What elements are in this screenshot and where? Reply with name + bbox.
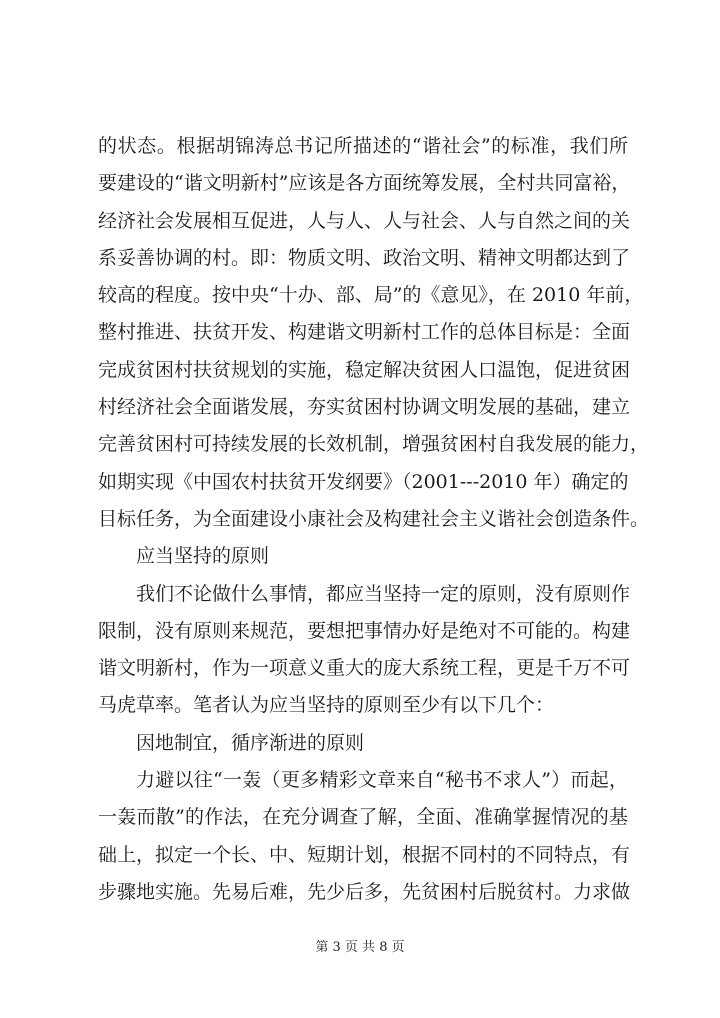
body-text (98, 128, 650, 911)
text-line-15: 谐文明新村，作为一项意义重大的庞大系统工程，更是千万不可 (98, 657, 631, 680)
text-line-18: 力避以往“一轰（更多精彩文章来自“秘书不求人”）而起， (136, 769, 628, 792)
text-line-19: 一轰而散”的作法，在充分调查了解，全面、准确掌握情况的基 (98, 806, 628, 829)
text-line-2: 要建设的“谐文明新村”应该是各方面统筹发展，全村共同富裕， (98, 172, 631, 195)
page-footer: 第 3 页 共 8 页 (315, 940, 405, 955)
text-line-16: 马虎草率。笔者认为应当坚持的原则至少有以下几个： (98, 694, 555, 717)
section-heading-local-conditions: 因地制宜，循序渐进的原则 (136, 731, 365, 754)
text-line-14: 限制，没有原则来规范，要想把事情办好是绝对不可能的。构建 (98, 619, 631, 642)
text-line-21: 步骤地实施。先易后难，先少后多，先贫困村后脱贫村。力求做 (98, 880, 631, 903)
text-line-7: 完成贫困村扶贫规划的实施，稳定解决贫困人口温饱，促进贫困 (98, 358, 631, 381)
text-line-10: 如期实现《中国农村扶贫开发纲要》（2001---2010 年）确定的 (98, 470, 629, 493)
text-line-5: 较高的程度。按中央“十办、部、局”的《意见》，在 2010 年前， (98, 284, 644, 307)
text-line-13: 我们不论做什么事情，都应当坚持一定的原则，没有原则作 (136, 582, 631, 605)
text-line-4: 系妥善协调的村。即：物质文明、政治文明、精神文明都达到了 (98, 246, 631, 269)
text-line-1: 的状态。根据胡锦涛总书记所描述的“谐社会”的标准，我们所 (98, 135, 628, 157)
text-line-9: 完善贫困村可持续发展的长效机制，增强贫困村自我发展的能力， (98, 433, 650, 456)
text-line-6: 整村推进、扶贫开发、构建谐文明新村工作的总体目标是：全面 (98, 321, 631, 344)
text-line-20: 础上，拟定一个长、中、短期计划，根据不同村的不同特点，有 (98, 843, 631, 866)
text-line-11: 目标任务，为全面建设小康社会及构建社会主义谐社会创造条件。 (98, 507, 650, 530)
section-heading-principles: 应当坚持的原则 (136, 545, 270, 568)
text-line-8: 村经济社会全面谐发展，夯实贫困村协调文明发展的基础，建立 (98, 396, 631, 419)
text-line-3: 经济社会发展相互促进，人与人、人与社会、人与自然之间的关 (98, 209, 631, 232)
